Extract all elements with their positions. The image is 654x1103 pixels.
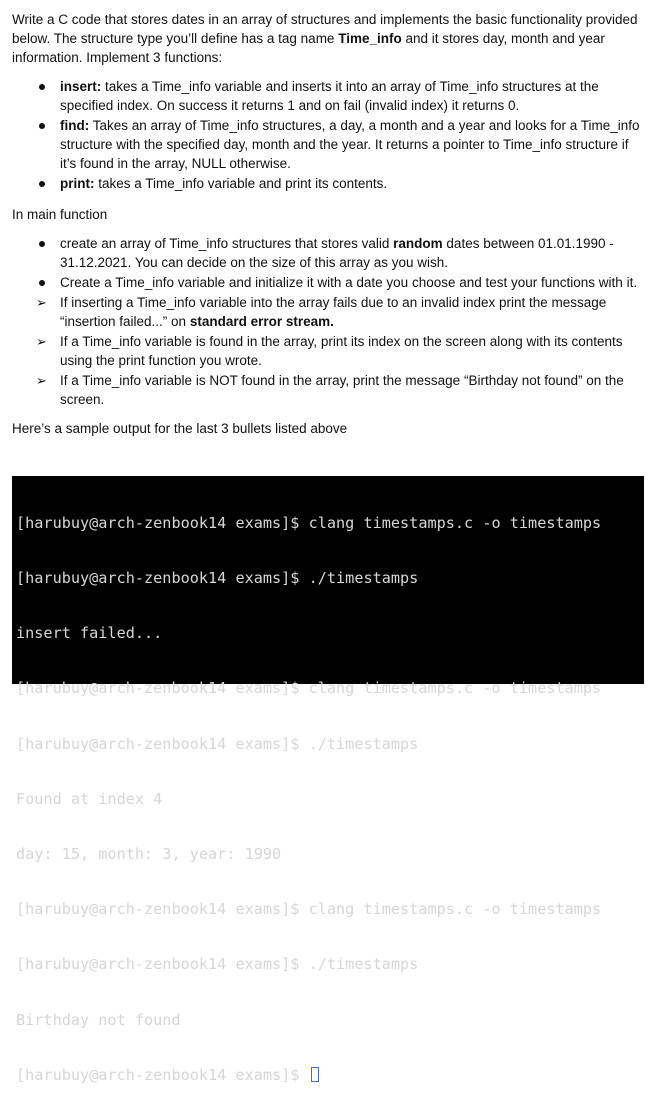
functions-list — [12, 77, 642, 193]
terminal-line: Found at index 4 — [16, 789, 163, 808]
list-item: ➢ If a Time_info variable is found in the array, print its index on the screen along with its contents using the print function you wrote. — [36, 334, 623, 368]
terminal-line: [harubuy@arch-zenbook14 exams]$ clang timestamps.c -o timestamps — [16, 900, 602, 919]
intro-text-2: and it stores day, month and year information. Implement 3 functions: — [12, 31, 605, 65]
list-item: create an array of Time_info structures that stores valid random dates between 01.01.1990 - 31.12.2021. You can decide on the size of this array as you wish. — [12, 234, 642, 272]
function-desc: Takes an array of Time_info structures, a day, a month and a year and looks for a Time_info structure with the specified day, month and the year. It returns a pointer to Time_info structure if it’s found in the array, NULL otherwise. — [60, 118, 640, 171]
arrow-icon: ➢ — [36, 373, 47, 388]
arrow-icon: ➢ — [36, 295, 47, 310]
intro-paragraph — [12, 10, 642, 67]
terminal-line: [harubuy@arch-zenbook14 exams]$ ./timestamps — [16, 955, 419, 974]
terminal-output — [12, 476, 644, 1084]
terminal-prompt-line — [16, 1066, 640, 1084]
list-item — [12, 77, 642, 115]
terminal-line: [harubuy@arch-zenbook14 exams]$ clang timestamps.c -o timestamps — [16, 679, 602, 698]
arrow-icon: ➢ — [36, 334, 47, 349]
list-item: Create a Time_info variable and initialize it with a date you choose and test your functions with it. — [12, 273, 642, 292]
function-desc: takes a Time_info variable and print its contents. — [94, 176, 388, 191]
sample-heading: Here’s a sample output for the last 3 bullets listed above — [12, 421, 348, 436]
terminal-prompt: [harubuy@arch-zenbook14 exams]$ — [16, 1065, 309, 1084]
cursor-icon — [311, 1067, 319, 1082]
terminal-line: [harubuy@arch-zenbook14 exams]$ clang timestamps.c -o timestamps — [16, 513, 602, 532]
list-item — [12, 116, 642, 173]
intro-text-1: Write a C code that stores dates in an array of structures and implements the basic functionality provided below. The structure type you’ll define has a tag name — [12, 12, 638, 46]
main-heading: In main function — [12, 207, 108, 222]
function-name: find: — [60, 118, 90, 133]
list-item — [12, 174, 642, 193]
terminal-line: Birthday not found — [16, 1010, 181, 1029]
function-name: insert: — [60, 79, 102, 94]
terminal-line: insert failed... — [16, 624, 163, 643]
intro-tag-name: Time_info — [338, 31, 402, 46]
document-page — [12, 10, 642, 438]
list-item: ➢ If inserting a Time_info variable into the array fails due to an invalid index print the message “insertion failed...” on standard error stream. — [36, 295, 607, 329]
terminal-line: [harubuy@arch-zenbook14 exams]$ ./timestamps — [16, 734, 419, 753]
function-desc: takes a Time_info variable and inserts it into an array of Time_info structures at the specified index. On success it returns 1 and on fail (invalid index) it returns 0. — [60, 79, 599, 113]
terminal-line: [harubuy@arch-zenbook14 exams]$ ./timestamps — [16, 569, 419, 588]
arrow-bullets-list — [12, 293, 642, 409]
function-name: print: — [60, 176, 95, 191]
list-item: ➢ If a Time_info variable is NOT found in the array, print the message “Birthday not found” on the screen. — [36, 373, 624, 407]
terminal-line: day: 15, month: 3, year: 1990 — [16, 845, 282, 864]
main-bullets-list — [12, 234, 642, 292]
